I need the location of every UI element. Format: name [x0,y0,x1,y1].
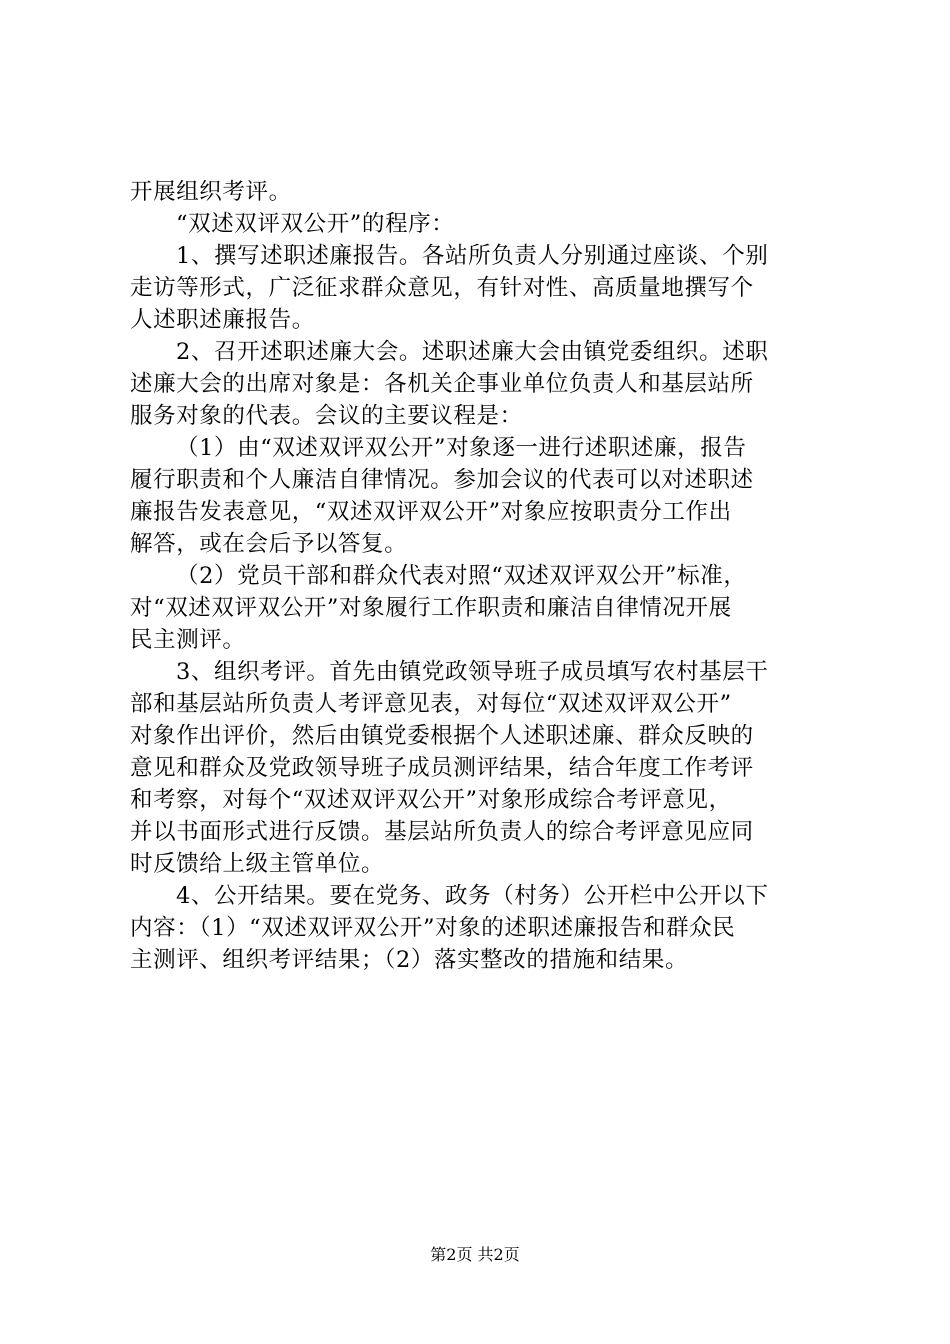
paragraph-first-line: （2）党员干部和群众代表对照“双述双评双公开”标准， [176,563,747,589]
paragraph-line: 开展组织考评。 [130,179,292,205]
paragraph-line: 廉报告发表意见，“双述双评双公开”对象应按职责分工作出 [130,499,732,525]
paragraph-line: 对“双述双评双公开”对象履行工作职责和廉洁自律情况开展 [130,595,732,621]
paragraph-line: 对象作出评价，然后由镇党委根据个人述职述廉、群众反映的 [130,723,754,749]
paragraph-first-line: 2、召开述职述廉大会。述职述廉大会由镇党委组织。述职 [176,339,769,365]
paragraph-line: 解答，或在会后予以答复。 [130,531,408,557]
paragraph-line: 部和基层站所负责人考评意见表，对每位“双述双评双公开” [130,691,732,717]
paragraph-line: 述廉大会的出席对象是：各机关企事业单位负责人和基层站所 [130,371,754,397]
paragraph-line: 时反馈给上级主管单位。 [130,851,385,877]
paragraph-line: 和考察，对每个“双述双评双公开”对象形成综合考评意见， [130,787,732,813]
paragraph-first-line: （1）由“双述双评双公开”对象逐一进行述职述廉，报告 [176,435,747,461]
paragraph-line: 意见和群众及党政领导班子成员测评结果，结合年度工作考评 [130,755,754,781]
page-footer: 第2页 共2页 [430,1245,520,1264]
paragraph-first-line: 4、公开结果。要在党务、政务（村务）公开栏中公开以下 [176,883,769,909]
paragraph-line: 主测评、组织考评结果；（2）落实整改的措施和结果。 [130,947,689,973]
paragraph-first-line: “双述双评双公开”的程序： [176,211,455,237]
paragraph-line: 并以书面形式进行反馈。基层站所负责人的综合考评意见应同 [130,819,754,845]
paragraph-line: 人述职述廉报告。 [130,307,315,333]
paragraph-first-line: 3、组织考评。首先由镇党政领导班子成员填写农村基层干 [176,659,769,685]
paragraph-line: 走访等形式，广泛征求群众意见，有针对性、高质量地撰写个 [130,275,754,301]
paragraph-line: 内容：（1）“双述双评双公开”对象的述职述廉报告和群众民 [130,915,736,941]
paragraph-first-line: 1、撰写述职述廉报告。各站所负责人分别通过座谈、个别 [176,243,769,269]
document-body [130,176,830,976]
paragraph-line: 民主测评。 [130,627,246,653]
paragraph-line: 履行职责和个人廉洁自律情况。参加会议的代表可以对述职述 [130,467,754,493]
paragraph-line: 服务对象的代表。会议的主要议程是： [130,403,523,429]
